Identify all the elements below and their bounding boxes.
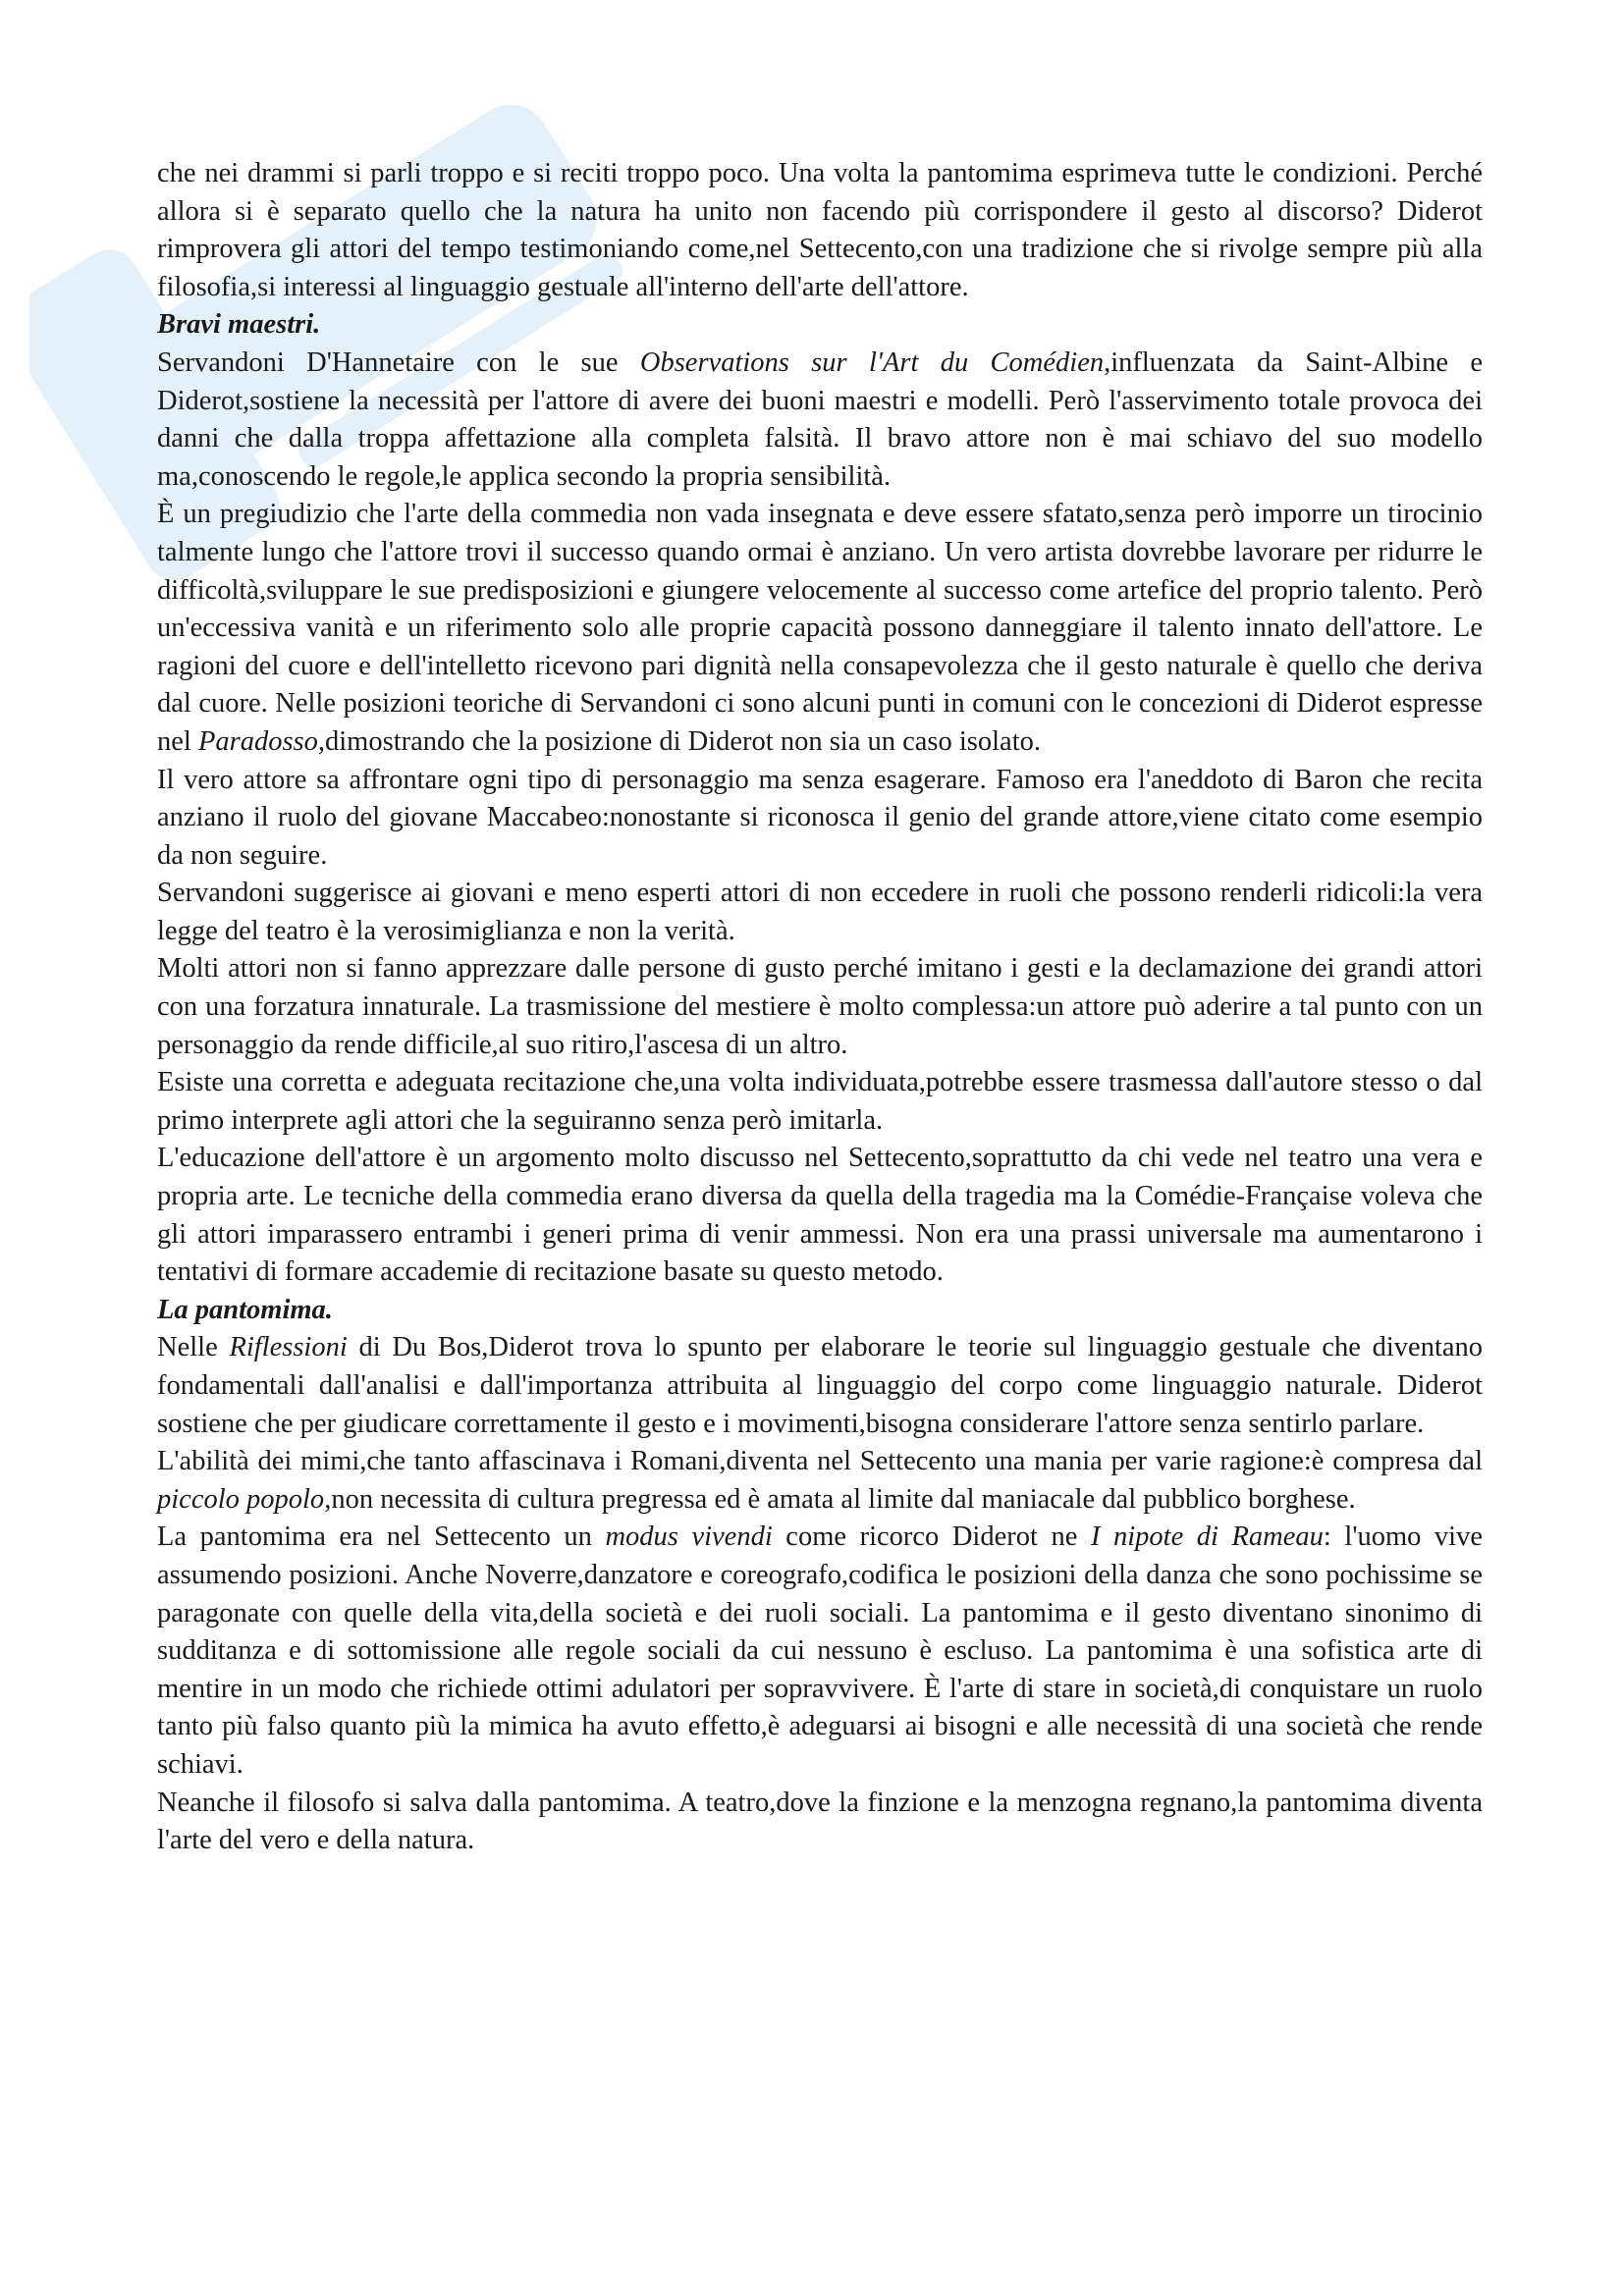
paragraph-molti-attori: Molti attori non si fanno apprezzare dalle persone di gusto perché imitano i gesti e la declamazione dei grandi attori con una forzatura innaturale. La trasmissione del mestiere è molto complessa:un attore può aderire a tal punto con un personaggio da rende difficile,al suo ritiro,l'ascesa di un altro. xyxy=(157,953,1483,1060)
section-heading-bravi-maestri: Bravi maestri. xyxy=(157,309,321,341)
paragraph-recitazione: Esiste una corretta e adeguata recitazione che,una volta individuata,potrebbe essere trasmessa dall'autore stesso o dal primo interprete agli attori che la seguiranno senza però imitarla. xyxy=(157,1067,1483,1136)
paragraph-modus-vivendi: La pantomima era nel Settecento un modus vivendi come ricorco Diderot ne I nipote di Rameau: l'uomo vive assumendo posizioni. Anche Noverre,danzatore e coreografo,codifica le posizioni della danza che sono pochissime se paragonate con quelle della vita,della società e dei ruoli sociali. La pantomima e il gesto diventano sinonimo di sudditanza e di sottomissione alle regole sociali da cui nessuno è escluso. La pantomima è una sofistica arte di mentire in un modo che richiede ottimi adulatori per sopravvivere. È l'arte di stare in società,di conquistare un ruolo tanto più falso quanto più la mimica ha avuto effetto,è adeguarsi ai bisogni e alle necessità di una società che rende schiavi. xyxy=(157,1522,1484,1780)
paragraph-filosofo: Neanche il filosofo si salva dalla pantomima. A teatro,dove la finzione e la menzogna regnano,la pantomima diventa l'arte del vero e della natura. xyxy=(157,1787,1483,1856)
paragraph-educazione: L'educazione dell'attore è un argomento molto discusso nel Settecento,soprattutto da chi vede nel teatro una vera e propria arte. Le tecniche della commedia erano diversa da quella della tragedia ma la Comédie-Française voleva che gli attori imparassero entrambi i generi prima di venir ammessi. Non era una prassi universale ma aumentarono i tentativi di formare accademie di recitazione basate su questo metodo. xyxy=(157,1143,1483,1288)
paragraph-mimi: L'abilità dei mimi,che tanto affascinava i Romani,diventa nel Settecento una mania per varie ragione:è compresa dal piccolo popolo,non necessita di cultura pregressa ed è amata al limite dal maniacale dal pubblico borghese. xyxy=(157,1446,1483,1515)
paragraph-giovani-attori: Servandoni suggerisce ai giovani e meno esperti attori di non eccedere in ruoli che possono renderli ridicoli:la vera legge del teatro è la verosimiglianza e non la verità. xyxy=(157,878,1483,946)
paragraph-intro: che nei drammi si parli troppo e si reciti troppo poco. Una volta la pantomima esprimeva tutte le condizioni. Perché allora si è separato quello che la natura ha unito non facendo più corrispondere il gesto al discorso? Diderot rimprovera gli attori del tempo testimoniando come,nel Settecento,con una tradizione che si rivolge sempre più alla filosofia,si interessi al linguaggio gestuale all'interno dell'arte dell'attore. xyxy=(157,158,1483,302)
section-heading-pantomima: La pantomima. xyxy=(157,1294,333,1325)
paragraph-riflessioni: Nelle Riflessioni di Du Bos,Diderot trova lo spunto per elaborare le teorie sul linguaggio gestuale che diventano fondamentali dall'analisi e dall'importanza attribuita al linguaggio del corpo come linguaggio naturale. Diderot sostiene che per giudicare correttamente il gesto e i movimenti,bisogna considerare l'attore senza sentirlo parlare. xyxy=(157,1332,1484,1439)
paragraph-servandoni: Servandoni D'Hannetaire con le sue Observations sur l'Art du Comédien,influenzata da Saint-Albine e Diderot,sostiene la necessità per l'attore di avere dei buoni maestri e modelli. Però l'asservimento totale provoca dei danni che dalla troppa affettazione alla completa falsità. Il bravo attore non è mai schiavo del suo modello ma,conoscendo le regole,le applica secondo la propria sensibilità. xyxy=(157,347,1483,492)
document-body xyxy=(157,155,1483,1860)
paragraph-pregiudizio: È un pregiudizio che l'arte della commedia non vada insegnata e deve essere sfatato,senza però imporre un tirocinio talmente lungo che l'attore trovi il successo quando ormai è anziano. Un vero artista dovrebbe lavorare per ridurre le difficoltà,sviluppare le sue predisposizioni e giungere velocemente al successo come artefice del proprio talento. Però un'eccessiva vanità e un riferimento solo alle proprie capacità possono danneggiare il talento innato dell'attore. Le ragioni del cuore e dell'intelletto ricevono pari dignità nella consapevolezza che il gesto naturale è quello che deriva dal cuore. Nelle posizioni teoriche di Servandoni ci sono alcuni punti in comuni con le concezioni di Diderot espresse nel Paradosso,dimostrando che la posizione di Diderot non sia un caso isolato. xyxy=(157,499,1483,757)
paragraph-vero-attore: Il vero attore sa affrontare ogni tipo di personaggio ma senza esagerare. Famoso era l'aneddoto di Baron che recita anziano il ruolo del giovane Maccabeo:nonostante si riconosca il genio del grande attore,viene citato come esempio da non seguire. xyxy=(157,764,1483,871)
